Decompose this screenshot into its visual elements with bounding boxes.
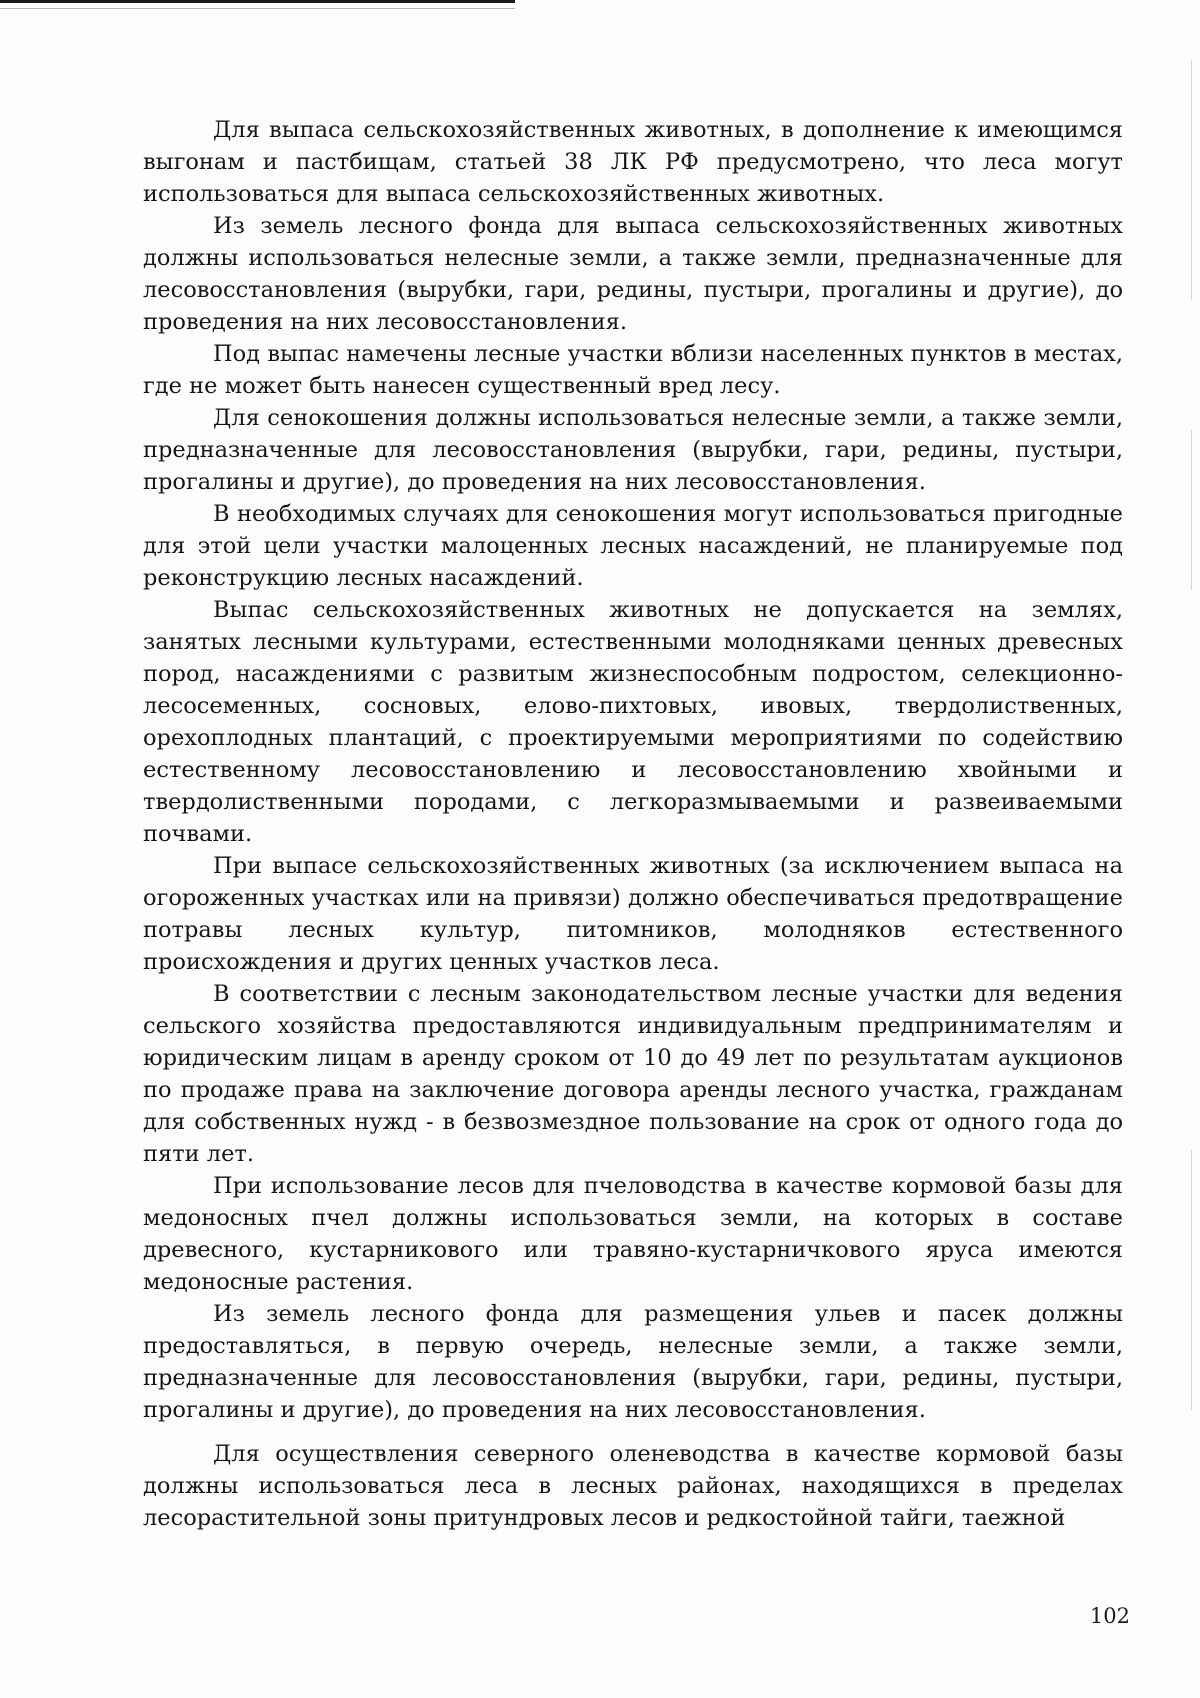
paragraph: Для осуществления северного оленеводства в качестве кормовой базы должны использоваться леса в лесных районах, находящихся в пределах лесорастительной зоны притундровых лесов и редкостойной тайги, таежной <box>143 1441 1123 1531</box>
scan-edge-mark <box>1191 60 1192 300</box>
paragraph: В соответствии с лесным законодательством лесные участки для ведения сельского хозяйства предоставляются индивидуальным предпринимателям и юридическим лицам в аренду сроком от 10 до 49 лет по результатам аукционов по продаже права на заключение договора аренды лесного участка, гражданам для собственных нужд - в безвозмездное пользование на срок от одного года до пяти лет. <box>143 981 1123 1167</box>
scan-edge-mark <box>1191 1150 1192 1410</box>
scan-edge-mark <box>1191 430 1192 590</box>
paragraph: Под выпас намечены лесные участки вблизи населенных пунктов в местах, где не может быть нанесен существенный вред лесу. <box>143 341 1123 399</box>
paragraph: При выпасе сельскохозяйственных животных (за исключением выпаса на огороженных участках или на привязи) должно обеспечиваться предотвращение потравы лесных культур, питомников, молодняков естественного происхождения и других ценных участков леса. <box>143 853 1123 975</box>
paragraph: В необходимых случаях для сенокошения могут использоваться пригодные для этой цели участки малоценных лесных насаждений, не планируемые под реконструкцию лесных насаждений. <box>143 501 1123 591</box>
top-border-thin-line <box>0 8 515 9</box>
top-border-line <box>0 0 515 3</box>
paragraph: Из земель лесного фонда для выпаса сельскохозяйственных животных должны использоваться нелесные земли, а также земли, предназначенные для лесовосстановления (вырубки, гари, редины, пустыри, прогалины и другие), до проведения на них лесовосстановления. <box>143 213 1123 335</box>
paragraph: Из земель лесного фонда для размещения ульев и пасек должны предоставляться, в первую очередь, нелесные земли, а также земли, предназначенные для лесовосстановления (вырубки, гари, редины, пустыри, прогалины и другие), до проведения на них лесовосстановления. <box>143 1301 1123 1423</box>
page-number: 102 <box>1089 1604 1130 1628</box>
paragraph: Для сенокошения должны использоваться нелесные земли, а также земли, предназначенные для лесовосстановления (вырубки, гари, редины, пустыри, прогалины и другие), до проведения на них лесовосстановления. <box>143 405 1123 495</box>
paragraph: Выпас сельскохозяйственных животных не допускается на землях, занятых лесными культурами, естественными молодняками ценных древесных пород, насаждениями с развитым жизнеспособным подростом, селекционно-лесосеменных, сосновых, елово-пихтовых, ивовых, твердолиственных, орехоплодных плантаций, с проектируемыми мероприятиями по содействию естественному лесовосстановлению и лесовосстановлению хвойными и твердолиственными породами, с легкоразмываемыми и развеиваемыми почвами. <box>143 597 1123 847</box>
paragraph: Для выпаса сельскохозяйственных животных, в дополнение к имеющимся выгонам и пастбищам, статьей 38 ЛК РФ предусмотрено, что леса могут использоваться для выпаса сельскохозяйственных животных. <box>143 117 1123 207</box>
paragraph: При использование лесов для пчеловодства в качестве кормовой базы для медоносных пчел должны использоваться земли, на которых в составе древесного, кустарникового или травяно-кустарничкового яруса имеются медоносные растения. <box>143 1173 1123 1295</box>
body-text <box>143 114 1123 1534</box>
